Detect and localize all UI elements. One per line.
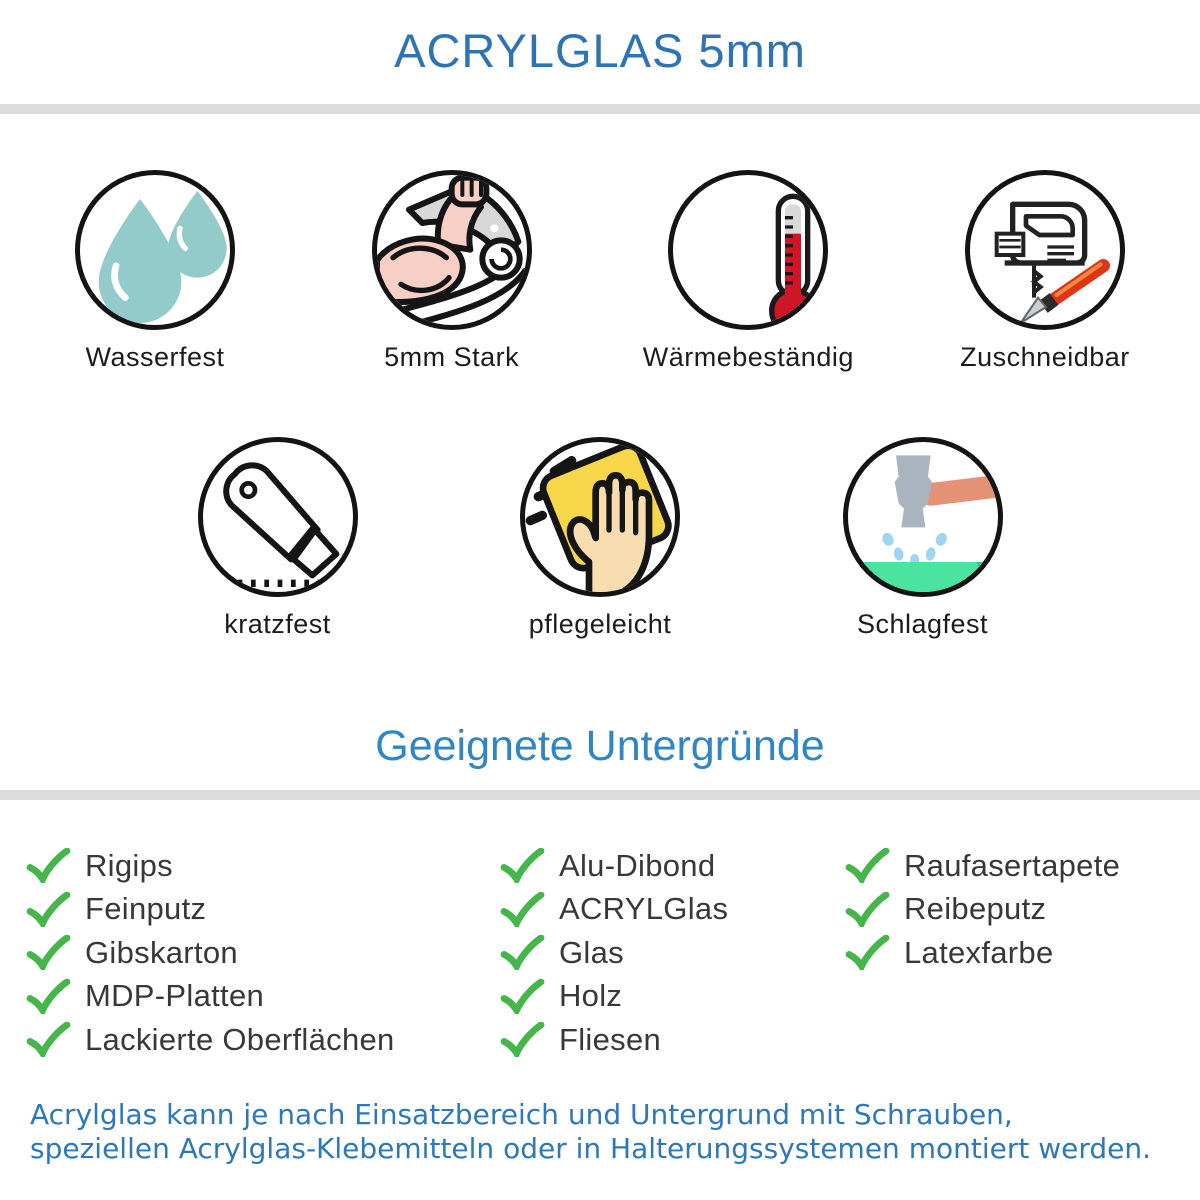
- check-icon: [26, 892, 71, 927]
- feature-label: Zuschneidbar: [960, 342, 1130, 372]
- feature-label: kratzfest: [224, 609, 331, 639]
- substrate-column-3: [845, 844, 1200, 1062]
- check-icon: [500, 1022, 545, 1057]
- check-icon: [500, 848, 545, 883]
- feature-label: Schlagfest: [856, 609, 989, 639]
- feature-label: pflegeleicht: [528, 609, 672, 639]
- substrate-label: Lackierte Oberflächen: [85, 1021, 395, 1057]
- hammer-icon: [848, 442, 1003, 597]
- mounting-note-line1: Acrylglas kann je nach Einsatzbereich und Untergrund mit Schrauben,: [30, 1097, 1013, 1131]
- hand-cloth-icon-circle: [520, 437, 680, 597]
- check-icon: [500, 935, 545, 970]
- check-icon: [26, 935, 71, 970]
- feature-5mm-stark: [307, 170, 597, 373]
- check-icon: [845, 892, 890, 927]
- check-icon: [26, 979, 71, 1014]
- flexed-arm-sheet-icon: [377, 175, 532, 330]
- substrate-item: [26, 1018, 500, 1062]
- check-icon: [500, 979, 545, 1014]
- substrate-label: Latexfarbe: [904, 934, 1054, 970]
- mounting-note-line2: speziellen Acrylglas-Klebemitteln oder in Halterungssystemen montiert werden.: [30, 1131, 1152, 1165]
- substrate-item: [26, 931, 500, 975]
- substrate-label: ACRYLGlas: [559, 891, 729, 927]
- utility-knife-icon: [203, 442, 358, 597]
- substrate-column-2: [500, 844, 845, 1062]
- check-icon: [845, 935, 890, 970]
- substrate-item: [26, 844, 500, 888]
- substrate-item: [500, 888, 845, 932]
- check-icon: [26, 848, 71, 883]
- check-icon: [26, 1022, 71, 1057]
- page-title: ACRYLGLAS 5mm: [394, 24, 806, 77]
- feature-schlagfest: [778, 437, 1068, 640]
- substrate-item: [845, 931, 1200, 975]
- substrate-label: Reibeputz: [904, 891, 1047, 927]
- substrate-item: [26, 888, 500, 932]
- feature-label: Wärmebeständig: [642, 342, 854, 372]
- substrate-item: [500, 975, 845, 1019]
- divider-top: [0, 104, 1200, 114]
- hammer-icon-circle: [843, 437, 1003, 597]
- substrate-label: MDP-Platten: [85, 978, 265, 1014]
- feature-pflegeleicht: [455, 437, 745, 640]
- substrate-label: Glas: [559, 934, 624, 970]
- substrate-item: [845, 844, 1200, 888]
- utility-knife-icon-circle: [198, 437, 358, 597]
- substrate-item: [26, 975, 500, 1019]
- substrate-label: Gibskarton: [85, 934, 238, 970]
- substrate-label: Fliesen: [559, 1021, 662, 1057]
- feature-row-2: [133, 437, 1068, 640]
- hand-cloth-icon: [525, 442, 680, 597]
- feature-wasserfest: [10, 170, 300, 373]
- substrate-item: [500, 844, 845, 888]
- divider-substrates: [0, 790, 1200, 800]
- feature-zuschneidbar: [900, 170, 1190, 373]
- substrate-label: Rigips: [85, 847, 173, 883]
- check-icon: [845, 848, 890, 883]
- thermometer-icon-circle: [668, 170, 828, 330]
- substrate-column-1: [26, 844, 500, 1062]
- substrate-item: [845, 888, 1200, 932]
- substrates-heading: Geeignete Untergründe: [375, 722, 825, 770]
- feature-waermebestaendig: [603, 170, 893, 373]
- substrate-columns: [0, 844, 1200, 1062]
- substrate-label: Feinputz: [85, 891, 207, 927]
- check-icon: [500, 892, 545, 927]
- substrate-label: Alu-Dibond: [559, 847, 716, 883]
- water-drops-icon: [80, 175, 235, 330]
- substrate-item: [500, 1018, 845, 1062]
- thermometer-icon: [673, 175, 828, 330]
- substrate-item: [500, 931, 845, 975]
- feature-label: Wasserfest: [85, 342, 225, 372]
- substrate-label: Holz: [559, 978, 623, 1014]
- water-drops-icon-circle: [75, 170, 235, 330]
- mounting-note: [0, 1098, 1200, 1166]
- substrate-label: Raufasertapete: [904, 847, 1121, 883]
- feature-kratzfest: [133, 437, 423, 640]
- feature-label: 5mm Stark: [384, 342, 520, 372]
- flexed-arm-icon-circle: [372, 170, 532, 330]
- feature-row-1: [0, 170, 1200, 373]
- jigsaw-icon-circle: [965, 170, 1125, 330]
- jigsaw-knife-icon: [970, 175, 1125, 330]
